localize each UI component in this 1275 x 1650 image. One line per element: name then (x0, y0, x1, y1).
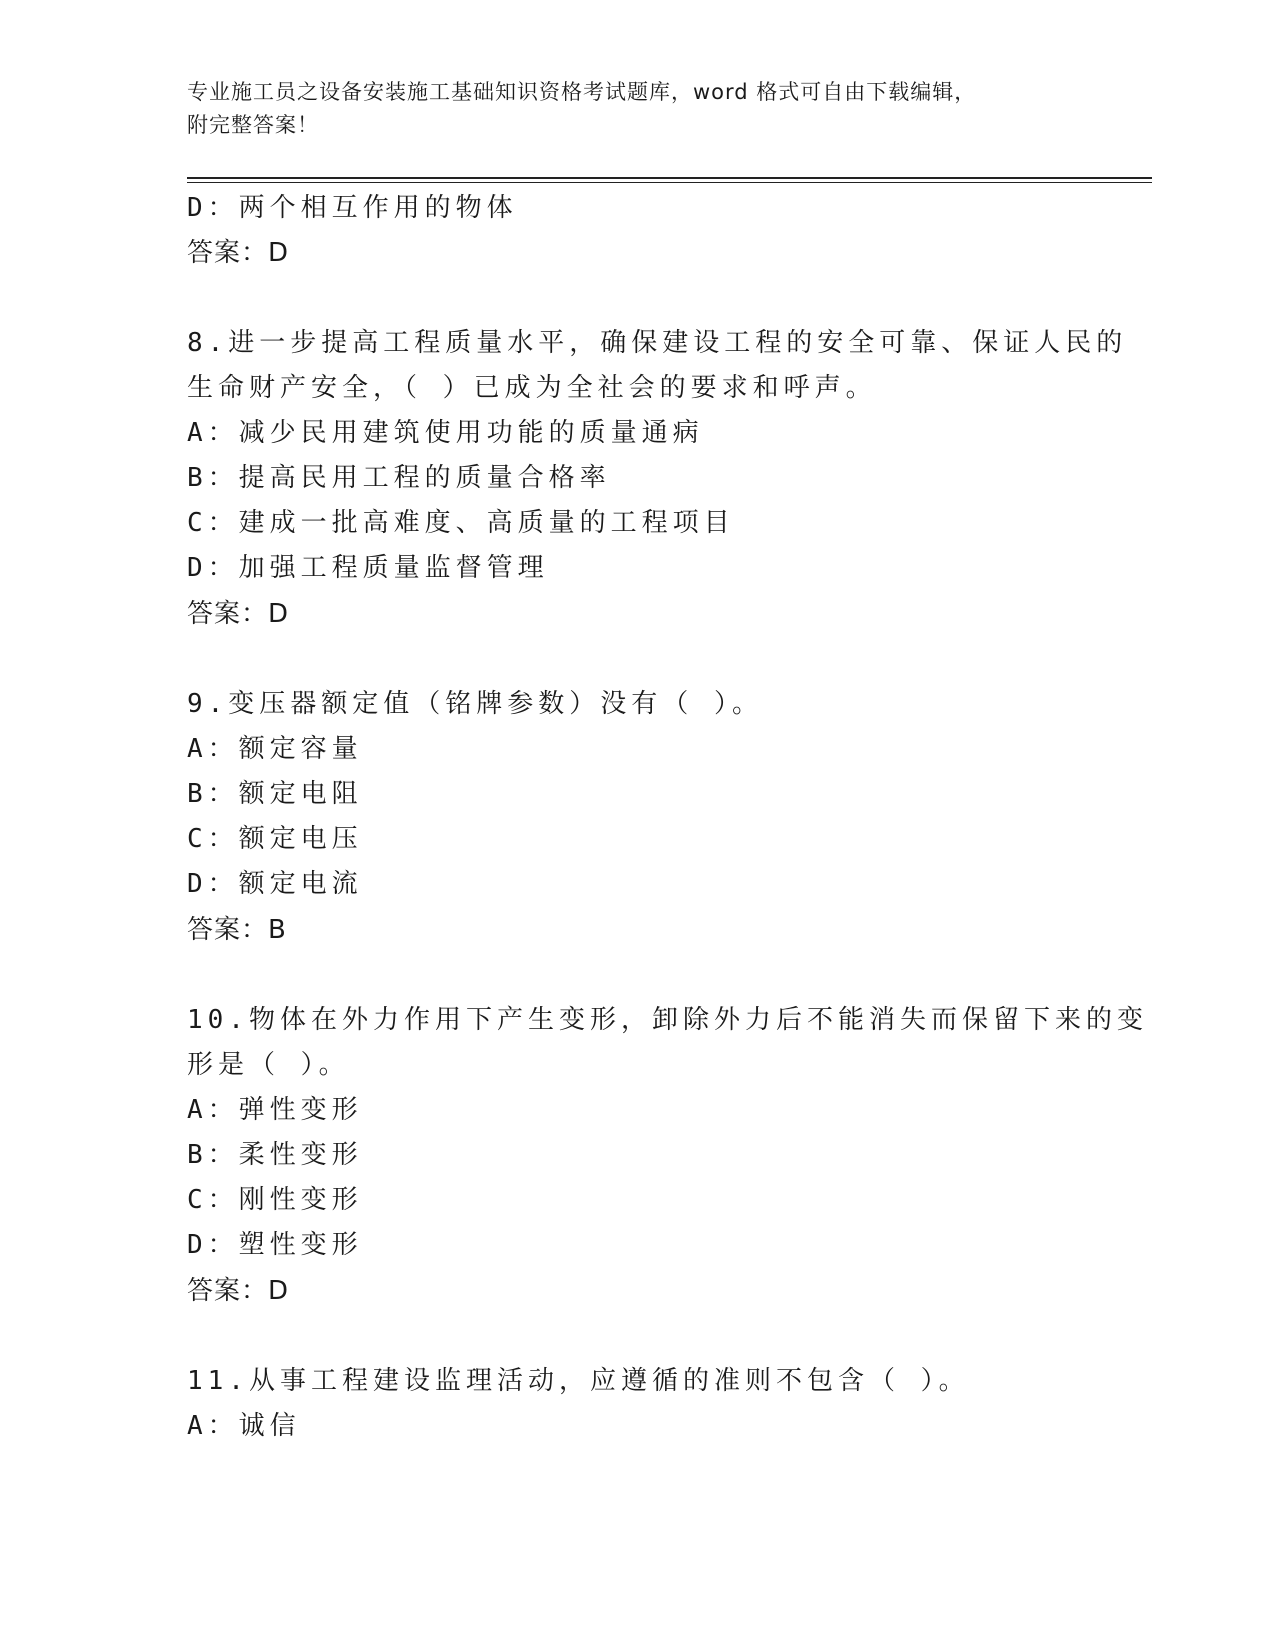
q9-answer: 答案：B (187, 915, 287, 945)
q9-option-b: B：额定电阻 (187, 779, 363, 809)
prev-answer: 答案：D (187, 238, 290, 268)
q10-stem-line-1: 10.物体在外力作用下产生变形，卸除外力后不能消失而保留下来的变 (187, 1005, 1148, 1035)
q9-stem-line-1: 9.变压器额定值（铭牌参数）没有（ ）。 (187, 689, 763, 719)
prev-option-d: D：两个相互作用的物体 (187, 193, 518, 223)
header-line-2: 附完整答案！ (187, 113, 319, 137)
q8-stem-line-1: 8.进一步提高工程质量水平，确保建设工程的安全可靠、保证人民的 (187, 328, 1128, 358)
page-header (187, 76, 1087, 142)
q9-option-c: C：额定电压 (187, 824, 363, 854)
q10-answer: 答案：D (187, 1276, 290, 1306)
q8-stem-line-2: 生命财产安全，（ ）已成为全社会的要求和呼声。 (187, 373, 877, 403)
q11-stem-line-1: 11.从事工程建设监理活动，应遵循的准则不包含（ ）。 (187, 1366, 970, 1396)
q10-option-b: B：柔性变形 (187, 1140, 363, 1170)
q10-stem-line-2: 形是（ ）。 (187, 1050, 350, 1080)
q9-option-a: A：额定容量 (187, 734, 363, 764)
q10-option-c: C：刚性变形 (187, 1185, 363, 1215)
q11-option-a: A：诚信 (187, 1411, 301, 1441)
header-rule-thick (187, 177, 1152, 179)
q8-option-a: A：减少民用建筑使用功能的质量通病 (187, 418, 704, 448)
header-rule-thin (187, 182, 1152, 183)
header-line-1: 专业施工员之设备安装施工基础知识资格考试题库，word 格式可自由下载编辑， (187, 80, 977, 104)
q8-answer: 答案：D (187, 599, 290, 629)
q8-option-d: D：加强工程质量监督管理 (187, 553, 549, 583)
q8-option-c: C：建成一批高难度、高质量的工程项目 (187, 508, 735, 538)
q10-option-d: D：塑性变形 (187, 1230, 363, 1260)
q8-option-b: B：提高民用工程的质量合格率 (187, 463, 611, 493)
q10-option-a: A：弹性变形 (187, 1095, 363, 1125)
q9-option-d: D：额定电流 (187, 869, 363, 899)
